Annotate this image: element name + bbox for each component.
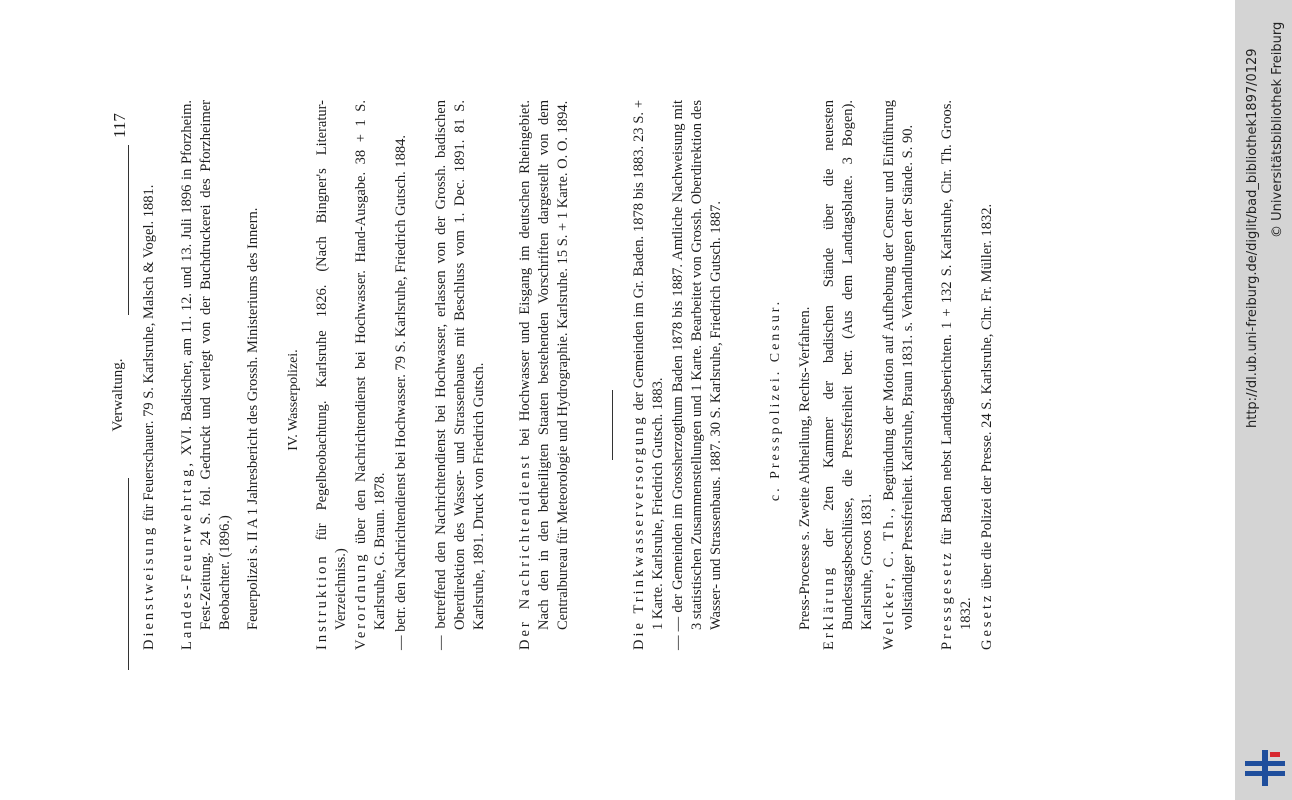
- entry-verordnung: [352, 100, 390, 650]
- entry-lead: Der Nachrichtendienst: [517, 452, 533, 650]
- entry-lead: —: [433, 635, 449, 650]
- entry-trinkwasserversorgung-1887: [669, 100, 726, 650]
- section-heading-presspolizei: c. Presspolizei. Censur.: [768, 298, 783, 502]
- entry-landes-feuerwehrtag: [178, 100, 235, 650]
- entry-text: Begründung der Motion auf Aufhebung der Censur und Einführung vollständiger Pressfreiheit. Karlsruhe, Braun 1831. s. Verhandlungen der Stände. S. 90.: [881, 100, 916, 630]
- document-url[interactable]: http://dl.ub.uni-freiburg.de/diglit/bad_bibliothek1897/0129: [1245, 48, 1260, 428]
- entry-lead: Die Trinkwasserversorgung: [631, 414, 647, 650]
- entry-lead: Dienstweisung: [141, 524, 157, 650]
- entry-lead: Verordnung: [353, 551, 369, 650]
- entry-feuerpolizei-crossref: [244, 120, 263, 630]
- entry-pressgesetz: [938, 100, 976, 650]
- entry-lead: — —: [670, 616, 686, 650]
- entry-lead: Instruktion: [314, 553, 330, 650]
- entry-text: der Gemeinden im Gr. Baden. 1878 bis 1883. 23 S. + 1 Karte. Karlsruhe, Friedrich Gutsch. 1883.: [631, 100, 666, 630]
- entry-text: für Pegelbeobachtung. Karlsruhe 1826. (Nach Bingner's Literatur-Verzeichniss.): [314, 100, 349, 630]
- header-rule-right: [128, 145, 129, 315]
- entry-nachrichtendienst-1884: [392, 100, 411, 650]
- entry-trinkwasserversorgung-1883: [630, 100, 668, 650]
- page-number: 117: [110, 113, 129, 138]
- university-library-logo-icon: [1243, 748, 1287, 788]
- entry-text: Press-Processe s. Zweite Abtheilung, Rechts-Verfahren.: [797, 306, 813, 630]
- entry-text: XVI. Badischer, am 11. 12. und 13. Juli 1896 in Pforzheim. Fest-Zeitung. 24 S. fol. Gedruckt und verlegt von der Buchdruckerei des Pforzheimer Beobachter. (1896.): [179, 100, 233, 630]
- section-heading-wasserpolizei: IV. Wasserpolizei.: [286, 349, 301, 451]
- entry-nachrichtendienst-1891: [432, 100, 489, 650]
- entry-lead: Gesetz: [979, 592, 995, 650]
- copyright-notice: © Universitätsbibliothek Freiburg: [1270, 21, 1285, 238]
- entry-lead: Erklärung: [821, 565, 837, 650]
- entry-text: der 2ten Kammer der badischen Stände über die neuesten Bundestagsbeschlüsse, die Pressfreiheit betr. (Aus dem Landtagsblatte. 3 Bogen). Karlsruhe, Groos 1831.: [821, 100, 875, 630]
- entry-erklaerung: [820, 100, 877, 650]
- header-rule-left: [128, 478, 129, 670]
- entry-text: betreffend den Nachrichtendienst bei Hochwasser, erlassen von der Grossh. badischen Oberdirektion des Wasser- und Strassenbaues mit Beschluss vom 1. Dec. 1891. 81 S. Karlsruhe, 1891. Druck von Friedrich Gutsch.: [433, 100, 487, 636]
- entry-instruktion: [313, 100, 351, 650]
- entry-press-processe-crossref: [796, 120, 815, 630]
- entry-der-nachrichtendienst: [516, 100, 573, 650]
- entry-text: über den Nachrichtendienst bei Hochwasser. Hand-Ausgabe. 38 + 1 S. Karlsruhe, G. Braun. 1878.: [353, 100, 388, 630]
- entry-welcker: [880, 100, 918, 650]
- entry-lead: —: [393, 635, 409, 650]
- running-title: Verwaltung.: [110, 358, 126, 432]
- section-divider: [612, 390, 613, 460]
- entry-text: für Baden nebst Landtagsberichten. 1 + 132 S. Karlsruhe, Chr. Th. Groos. 1832.: [939, 100, 974, 630]
- entry-text: bei Hochwasser und Eisgang im deutschen Rheingebiet. Nach den in den betheiligten Staaten bestehenden Vorschriften dargestellt von dem Centralbureau für Meteorologie und Hydrographie. Karlsruhe. 15 S. + 1 Karte. O. O. 1894.: [517, 100, 571, 630]
- entry-dienstweisung: [140, 100, 159, 650]
- entry-text: über die Polizei der Presse. 24 S. Karlsruhe, Chr. Fr. Müller. 1832.: [979, 203, 995, 593]
- entry-text: betr. den Nachrichtendienst bei Hochwasser. 79 S. Karlsruhe, Friedrich Gutsch. 1884.: [393, 134, 409, 636]
- entry-text: der Gemeinden im Grossherzogthum Baden 1878 bis 1887. Amtliche Nachweisung mit 3 statistischen Zusammenstellungen und 1 Karte. Bearbeitet von Grossh. Oberdirektion des Wasser- und Strassenbaus. 1887. 30 S. Karlsruhe, Friedrich Gutsch. 1887.: [670, 100, 724, 630]
- entry-lead: Pressgesetz: [939, 550, 955, 650]
- entry-text: Feuerpolizei s. II A 1 Jahresbericht des Grossh. Ministeriums des Innern.: [245, 207, 261, 630]
- entry-gesetz-polizei-presse: [978, 100, 997, 650]
- entry-text: für Feuerschauer. 79 S. Karlsruhe, Malsch & Vogel. 1881.: [141, 184, 157, 525]
- entry-lead: Welcker, C. Th.,: [881, 505, 897, 650]
- entry-lead: Landes-Feuerwehrtag,: [179, 459, 195, 650]
